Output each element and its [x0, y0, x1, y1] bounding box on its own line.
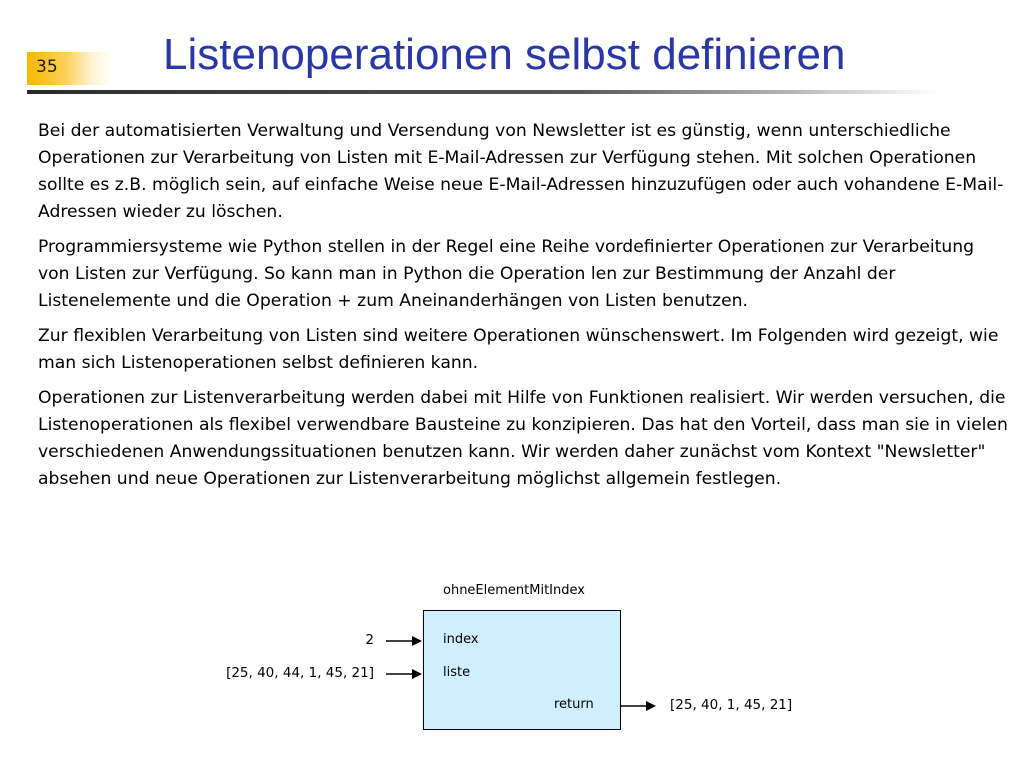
- slide-number: 35: [36, 57, 58, 77]
- output-arrow: [620, 699, 660, 713]
- body-text: [38, 118, 1008, 501]
- return-label: return: [554, 697, 594, 712]
- paragraph: Bei der automatisierten Verwaltung und Versendung von Newsletter ist es günstig, wenn unterschiedliche Operationen zur Verarbeitung von Listen mit E-Mail-Adressen zur Verfügung stehen. Mit solchen Operationen sollte es z.B. möglich sein, auf einfache Weise neue E-Mail-Adressen hinzuzufügen oder auch vohandene E-Mail-Adressen wieder zu löschen.: [38, 121, 1004, 222]
- output-value: [25, 40, 1, 45, 21]: [670, 697, 793, 713]
- paragraph: Operationen zur Listenverarbeitung werden dabei mit Hilfe von Funktionen realisiert. Wir werden versuchen, die Listenoperationen als flexibel verwendbare Bausteine zu konzipieren. Das hat den Vorteil, dass man sie in vielen verschiedenen Anwendungssituationen benutzen kann. Wir werden daher zunächst vom Kontext "Newsletter" absehen und neue Operationen zur Listenverarbeitung möglichst allgemein festlegen.: [38, 388, 1008, 489]
- function-box: [423, 610, 621, 730]
- paragraph: Programmiersysteme wie Python stellen in der Regel eine Reihe vordefinierter Operationen zur Verarbeitung von Listen zur Verfügung. So kann man in Python die Operation len zur Bestimmung der Anzahl der Listenelemente und die Operation + zum Aneinanderhängen von Listen benutzen.: [38, 237, 975, 311]
- param-liste-label: liste: [443, 665, 471, 680]
- input-liste-value: [25, 40, 44, 1, 45, 21]: [226, 665, 374, 681]
- input-arrow-liste: [386, 667, 426, 681]
- slide-title: Listenoperationen selbst definieren: [163, 30, 846, 79]
- param-index-label: index: [443, 632, 479, 647]
- paragraph: Zur flexiblen Verarbeitung von Listen sind weitere Operationen wünschenswert. Im Folgenden wird gezeigt, wie man sich Listenoperationen selbst definieren kann.: [38, 326, 999, 373]
- title-divider: [27, 90, 937, 94]
- input-index-value: 2: [365, 632, 374, 648]
- input-arrow-index: [386, 634, 426, 648]
- function-name: ohneElementMitIndex: [443, 583, 585, 598]
